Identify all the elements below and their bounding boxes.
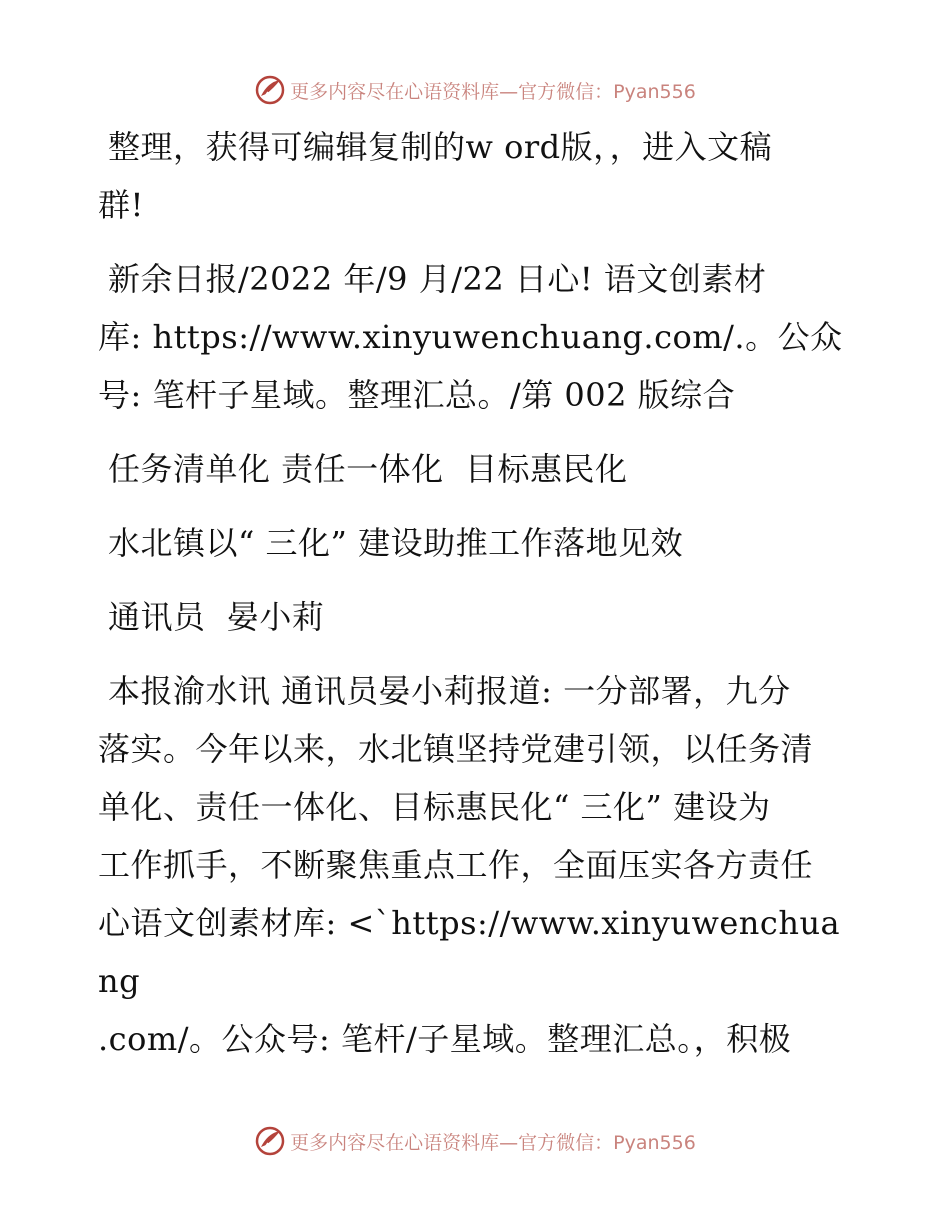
header-watermark-banner bbox=[0, 70, 950, 110]
byline: 通讯员 晏小莉 bbox=[108, 598, 325, 636]
headline-1: 任务清单化 责任一体化 目标惠民化 bbox=[108, 450, 628, 488]
source-line-1: 新余日报/2022 年/9 月/22 日心! 语文创素材 bbox=[108, 260, 767, 298]
document-body bbox=[98, 118, 858, 1068]
intro-line-2: 群! bbox=[98, 186, 144, 224]
source-line-2: 库: https://www.xinyuwenchuang.com/.。公众 bbox=[98, 318, 843, 356]
quill-logo-icon bbox=[254, 74, 286, 106]
body-line-5: 心语文创素材库: <`https://www.xinyuwenchuang bbox=[98, 904, 841, 1000]
footer-watermark-banner bbox=[0, 1121, 950, 1161]
body-line-4: 工作抓手，不断聚焦重点工作，全面压实各方责任 bbox=[98, 846, 814, 884]
body-line-1: 本报渝水讯 通讯员晏小莉报道: 一分部署，九分 bbox=[108, 672, 791, 710]
body-line-2: 落实。今年以来，水北镇坚持党建引领，以任务清 bbox=[98, 730, 814, 768]
quill-logo-icon bbox=[254, 1125, 286, 1157]
body-line-6: .com/。公众号: 笔杆/子星域。整理汇总。，积极 bbox=[98, 1020, 792, 1058]
source-line-3: 号: 笔杆子星域。整理汇总。/第 002 版综合 bbox=[98, 376, 736, 414]
intro-line-1: 整理，获得可编辑复制的w ord版，，进入文稿 bbox=[108, 128, 773, 166]
headline-2: 水北镇以“ 三化” 建设助推工作落地见效 bbox=[108, 524, 684, 562]
footer-banner-text: 更多内容尽在心语资料库—官方微信：Pyan556 bbox=[290, 1131, 696, 1154]
body-line-3: 单化、责任一体化、目标惠民化“ 三化” 建设为 bbox=[98, 788, 771, 826]
header-banner-text: 更多内容尽在心语资料库—官方微信：Pyan556 bbox=[290, 80, 696, 103]
